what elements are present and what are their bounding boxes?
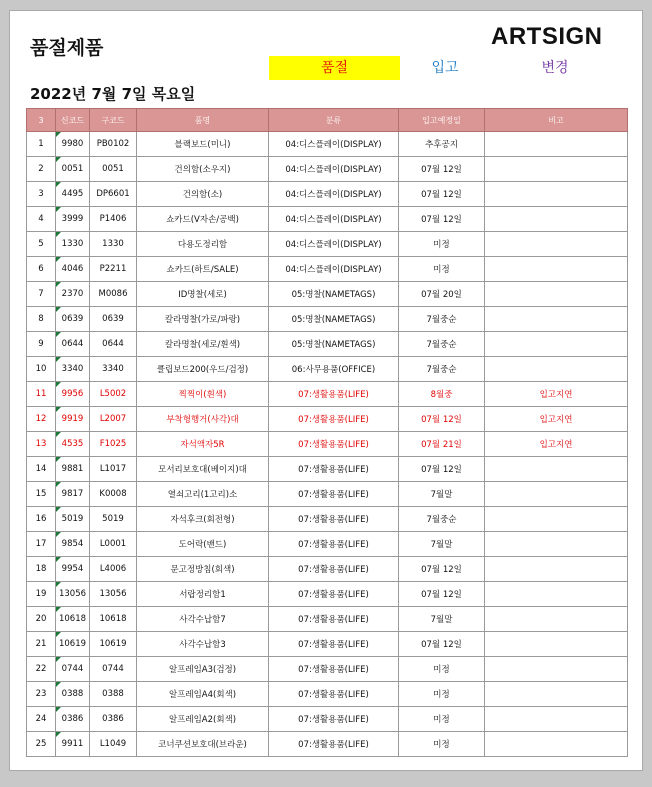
cell-category[interactable]: 07:생활용품(LIFE): [269, 507, 399, 532]
cell-category[interactable]: 07:생활용품(LIFE): [269, 532, 399, 557]
cell-product-name[interactable]: 쇼카드(V자손/공백): [137, 207, 269, 232]
header-category[interactable]: 분류: [269, 109, 399, 132]
cell-eta[interactable]: 미정: [399, 257, 485, 282]
table-row: [27, 182, 628, 207]
out-of-stock-table: [26, 108, 628, 757]
cell-eta[interactable]: 7월중순: [399, 507, 485, 532]
cell-category[interactable]: 07:생활용품(LIFE): [269, 707, 399, 732]
cell-number[interactable]: 7: [27, 282, 56, 307]
cell-note[interactable]: [485, 457, 628, 482]
cell-old-code[interactable]: F1025: [90, 432, 137, 457]
cell-note[interactable]: [485, 357, 628, 382]
cell-product-name[interactable]: 찍찍이(흰색): [137, 382, 269, 407]
cell-old-code[interactable]: L0001: [90, 532, 137, 557]
cell-product-name[interactable]: 사각수납함7: [137, 607, 269, 632]
cell-product-name[interactable]: 클립보드200(우드/검정): [137, 357, 269, 382]
cell-note[interactable]: [485, 207, 628, 232]
cell-old-code[interactable]: P1406: [90, 207, 137, 232]
table-row: [27, 657, 628, 682]
cell-eta[interactable]: 추후공지: [399, 132, 485, 157]
cell-note[interactable]: [485, 607, 628, 632]
cell-number[interactable]: 3: [27, 182, 56, 207]
cell-number[interactable]: 5: [27, 232, 56, 257]
cell-category[interactable]: 07:생활용품(LIFE): [269, 607, 399, 632]
cell-number[interactable]: 13: [27, 432, 56, 457]
report-date: 2022년 7월 7일 목요일: [30, 85, 196, 103]
legend-restocked: 입고: [431, 60, 459, 76]
cell-category[interactable]: 07:생활용품(LIFE): [269, 382, 399, 407]
cell-new-code[interactable]: 2370: [56, 282, 90, 307]
header-old-code[interactable]: 구코드: [90, 109, 137, 132]
cell-new-code[interactable]: 3340: [56, 357, 90, 382]
cell-product-name[interactable]: 알프레임A2(회색): [137, 707, 269, 732]
table-row: [27, 332, 628, 357]
cell-new-code[interactable]: 0388: [56, 682, 90, 707]
table-header-row: [27, 109, 628, 132]
legend-out-of-stock: 품절: [269, 56, 400, 80]
cell-category[interactable]: 07:생활용품(LIFE): [269, 732, 399, 757]
cell-old-code[interactable]: L2007: [90, 407, 137, 432]
cell-old-code[interactable]: 10619: [90, 632, 137, 657]
cell-new-code[interactable]: 1330: [56, 232, 90, 257]
cell-eta[interactable]: 7월말: [399, 482, 485, 507]
table-row: [27, 257, 628, 282]
cell-old-code[interactable]: 0386: [90, 707, 137, 732]
cell-note[interactable]: [485, 232, 628, 257]
cell-product-name[interactable]: 코너쿠션보호대(브라운): [137, 732, 269, 757]
cell-product-name[interactable]: 다용도정리함: [137, 232, 269, 257]
cell-category[interactable]: 07:생활용품(LIFE): [269, 457, 399, 482]
table-row: [27, 432, 628, 457]
cell-eta[interactable]: 미정: [399, 657, 485, 682]
table-row: [27, 307, 628, 332]
cell-new-code[interactable]: 0386: [56, 707, 90, 732]
cell-eta[interactable]: 7월말: [399, 607, 485, 632]
table-row: [27, 582, 628, 607]
cell-eta[interactable]: 07월 12일: [399, 207, 485, 232]
cell-note[interactable]: [485, 507, 628, 532]
cell-note[interactable]: [485, 307, 628, 332]
cell-old-code[interactable]: 0388: [90, 682, 137, 707]
cell-category[interactable]: 04:디스플레이(DISPLAY): [269, 132, 399, 157]
header-new-code[interactable]: 신코드: [56, 109, 90, 132]
header-count[interactable]: 3: [27, 109, 56, 132]
cell-number[interactable]: 20: [27, 607, 56, 632]
cell-note[interactable]: [485, 657, 628, 682]
table-row: [27, 507, 628, 532]
table-row: [27, 632, 628, 657]
cell-product-name[interactable]: 자석후크(회전형): [137, 507, 269, 532]
cell-category[interactable]: 05:명찰(NAMETAGS): [269, 307, 399, 332]
cell-eta[interactable]: 7월중순: [399, 332, 485, 357]
cell-eta[interactable]: 7월중순: [399, 357, 485, 382]
cell-number[interactable]: 23: [27, 682, 56, 707]
cell-number[interactable]: 14: [27, 457, 56, 482]
cell-note[interactable]: [485, 732, 628, 757]
cell-new-code[interactable]: 5019: [56, 507, 90, 532]
cell-number[interactable]: 24: [27, 707, 56, 732]
table-row: [27, 232, 628, 257]
cell-category[interactable]: 05:명찰(NAMETAGS): [269, 332, 399, 357]
cell-number[interactable]: 19: [27, 582, 56, 607]
table-row: [27, 607, 628, 632]
cell-new-code[interactable]: 3999: [56, 207, 90, 232]
cell-old-code[interactable]: L5002: [90, 382, 137, 407]
cell-number[interactable]: 8: [27, 307, 56, 332]
cell-number[interactable]: 22: [27, 657, 56, 682]
cell-new-code[interactable]: 0644: [56, 332, 90, 357]
cell-category[interactable]: 04:디스플레이(DISPLAY): [269, 182, 399, 207]
cell-product-name[interactable]: 모서리보호대(베이지)대: [137, 457, 269, 482]
header-note[interactable]: 비고: [485, 109, 628, 132]
cell-old-code[interactable]: 0644: [90, 332, 137, 357]
cell-new-code[interactable]: 0639: [56, 307, 90, 332]
cell-eta[interactable]: 미정: [399, 732, 485, 757]
cell-note[interactable]: [485, 557, 628, 582]
cell-number[interactable]: 12: [27, 407, 56, 432]
cell-new-code[interactable]: 9911: [56, 732, 90, 757]
cell-new-code[interactable]: 9954: [56, 557, 90, 582]
cell-eta[interactable]: 미정: [399, 682, 485, 707]
table-row: [27, 682, 628, 707]
cell-eta[interactable]: 07월 12일: [399, 457, 485, 482]
cell-number[interactable]: 18: [27, 557, 56, 582]
cell-old-code[interactable]: 0639: [90, 307, 137, 332]
cell-eta[interactable]: 07월 20일: [399, 282, 485, 307]
cell-note[interactable]: [485, 182, 628, 207]
cell-new-code[interactable]: 9956: [56, 382, 90, 407]
cell-category[interactable]: 06:사무용품(OFFICE): [269, 357, 399, 382]
cell-new-code[interactable]: 9980: [56, 132, 90, 157]
cell-note[interactable]: 입고지연: [485, 432, 628, 457]
cell-new-code[interactable]: 10619: [56, 632, 90, 657]
cell-new-code[interactable]: 0744: [56, 657, 90, 682]
cell-category[interactable]: 07:생활용품(LIFE): [269, 582, 399, 607]
cell-product-name[interactable]: 도어락(밴드): [137, 532, 269, 557]
cell-old-code[interactable]: 5019: [90, 507, 137, 532]
header-eta[interactable]: 입고예정일: [399, 109, 485, 132]
cell-old-code[interactable]: 1330: [90, 232, 137, 257]
table-row: [27, 532, 628, 557]
cell-eta[interactable]: 07월 12일: [399, 182, 485, 207]
cell-note[interactable]: [485, 332, 628, 357]
table-row: [27, 207, 628, 232]
cell-eta[interactable]: 8월중: [399, 382, 485, 407]
legend-changed: 변경: [541, 60, 569, 76]
cell-category[interactable]: 04:디스플레이(DISPLAY): [269, 257, 399, 282]
cell-note[interactable]: 입고지연: [485, 382, 628, 407]
cell-old-code[interactable]: 3340: [90, 357, 137, 382]
cell-eta[interactable]: 7월말: [399, 532, 485, 557]
cell-category[interactable]: 07:생활용품(LIFE): [269, 657, 399, 682]
cell-category[interactable]: 07:생활용품(LIFE): [269, 407, 399, 432]
cell-number[interactable]: 4: [27, 207, 56, 232]
cell-new-code[interactable]: 0051: [56, 157, 90, 182]
cell-note[interactable]: [485, 282, 628, 307]
cell-product-name[interactable]: 건의함(소): [137, 182, 269, 207]
artsign-logo: ARTSIGN: [491, 23, 603, 50]
cell-note[interactable]: [485, 257, 628, 282]
cell-new-code[interactable]: 13056: [56, 582, 90, 607]
cell-product-name[interactable]: 칼라명찰(세로/흰색): [137, 332, 269, 357]
cell-number[interactable]: 15: [27, 482, 56, 507]
cell-eta[interactable]: 07월 12일: [399, 157, 485, 182]
cell-note[interactable]: [485, 157, 628, 182]
cell-category[interactable]: 07:생활용품(LIFE): [269, 682, 399, 707]
table-row: [27, 407, 628, 432]
cell-number[interactable]: 25: [27, 732, 56, 757]
cell-eta[interactable]: 07월 12일: [399, 632, 485, 657]
cell-new-code[interactable]: 4535: [56, 432, 90, 457]
table-row: [27, 482, 628, 507]
cell-old-code[interactable]: L4006: [90, 557, 137, 582]
cell-product-name[interactable]: 부착형행거(사각)대: [137, 407, 269, 432]
cell-note[interactable]: 입고지연: [485, 407, 628, 432]
table-row: [27, 557, 628, 582]
cell-product-name[interactable]: 알프레임A3(검정): [137, 657, 269, 682]
cell-old-code[interactable]: M0086: [90, 282, 137, 307]
cell-new-code[interactable]: 4495: [56, 182, 90, 207]
cell-new-code[interactable]: 9854: [56, 532, 90, 557]
cell-number[interactable]: 1: [27, 132, 56, 157]
spreadsheet-page: [9, 10, 643, 771]
cell-old-code[interactable]: DP6601: [90, 182, 137, 207]
table-row: [27, 132, 628, 157]
cell-product-name[interactable]: 알프레임A4(회색): [137, 682, 269, 707]
cell-old-code[interactable]: P2211: [90, 257, 137, 282]
cell-eta[interactable]: 07월 12일: [399, 582, 485, 607]
cell-product-name[interactable]: 블랙보드(미니): [137, 132, 269, 157]
cell-product-name[interactable]: 사각수납함3: [137, 632, 269, 657]
page-title: 품절제품: [30, 37, 104, 59]
cell-eta[interactable]: 미정: [399, 232, 485, 257]
cell-product-name[interactable]: 칼라명찰(가로/파랑): [137, 307, 269, 332]
table-row: [27, 732, 628, 757]
cell-new-code[interactable]: 4046: [56, 257, 90, 282]
cell-number[interactable]: 9: [27, 332, 56, 357]
cell-note[interactable]: [485, 632, 628, 657]
cell-eta[interactable]: 07월 12일: [399, 407, 485, 432]
cell-new-code[interactable]: 9919: [56, 407, 90, 432]
table-row: [27, 357, 628, 382]
cell-old-code[interactable]: L1049: [90, 732, 137, 757]
cell-old-code[interactable]: PB0102: [90, 132, 137, 157]
cell-number[interactable]: 16: [27, 507, 56, 532]
cell-number[interactable]: 17: [27, 532, 56, 557]
table-row: [27, 457, 628, 482]
cell-new-code[interactable]: 9881: [56, 457, 90, 482]
table-row: [27, 382, 628, 407]
cell-category[interactable]: 07:생활용품(LIFE): [269, 432, 399, 457]
cell-old-code[interactable]: K0008: [90, 482, 137, 507]
cell-category[interactable]: 04:디스플레이(DISPLAY): [269, 157, 399, 182]
table-row: [27, 157, 628, 182]
header-product-name[interactable]: 품명: [137, 109, 269, 132]
cell-note[interactable]: [485, 707, 628, 732]
cell-category[interactable]: 07:생활용품(LIFE): [269, 632, 399, 657]
cell-category[interactable]: 07:생활용품(LIFE): [269, 482, 399, 507]
cell-product-name[interactable]: 서랍정리함1: [137, 582, 269, 607]
cell-product-name[interactable]: 쇼카드(하트/SALE): [137, 257, 269, 282]
cell-number[interactable]: 21: [27, 632, 56, 657]
cell-eta[interactable]: 07월 21일: [399, 432, 485, 457]
cell-number[interactable]: 6: [27, 257, 56, 282]
cell-number[interactable]: 11: [27, 382, 56, 407]
cell-note[interactable]: [485, 482, 628, 507]
cell-eta[interactable]: 7월중순: [399, 307, 485, 332]
cell-category[interactable]: 05:명찰(NAMETAGS): [269, 282, 399, 307]
cell-eta[interactable]: 07월 12일: [399, 557, 485, 582]
table-row: [27, 282, 628, 307]
cell-product-name[interactable]: ID명찰(세로): [137, 282, 269, 307]
cell-category[interactable]: 07:생활용품(LIFE): [269, 557, 399, 582]
cell-new-code[interactable]: 9817: [56, 482, 90, 507]
cell-note[interactable]: [485, 132, 628, 157]
cell-note[interactable]: [485, 582, 628, 607]
cell-old-code[interactable]: 0051: [90, 157, 137, 182]
cell-number[interactable]: 10: [27, 357, 56, 382]
table-row: [27, 707, 628, 732]
cell-product-name[interactable]: 자석액자5R: [137, 432, 269, 457]
cell-new-code[interactable]: 10618: [56, 607, 90, 632]
cell-number[interactable]: 2: [27, 157, 56, 182]
cell-product-name[interactable]: 건의함(소우지): [137, 157, 269, 182]
cell-product-name[interactable]: 열쇠고리(1고리)소: [137, 482, 269, 507]
cell-product-name[interactable]: 문고정방침(회색): [137, 557, 269, 582]
cell-category[interactable]: 04:디스플레이(DISPLAY): [269, 207, 399, 232]
cell-eta[interactable]: 미정: [399, 707, 485, 732]
cell-note[interactable]: [485, 532, 628, 557]
cell-category[interactable]: 04:디스플레이(DISPLAY): [269, 232, 399, 257]
cell-old-code[interactable]: L1017: [90, 457, 137, 482]
cell-old-code[interactable]: 0744: [90, 657, 137, 682]
cell-note[interactable]: [485, 682, 628, 707]
cell-old-code[interactable]: 13056: [90, 582, 137, 607]
cell-old-code[interactable]: 10618: [90, 607, 137, 632]
